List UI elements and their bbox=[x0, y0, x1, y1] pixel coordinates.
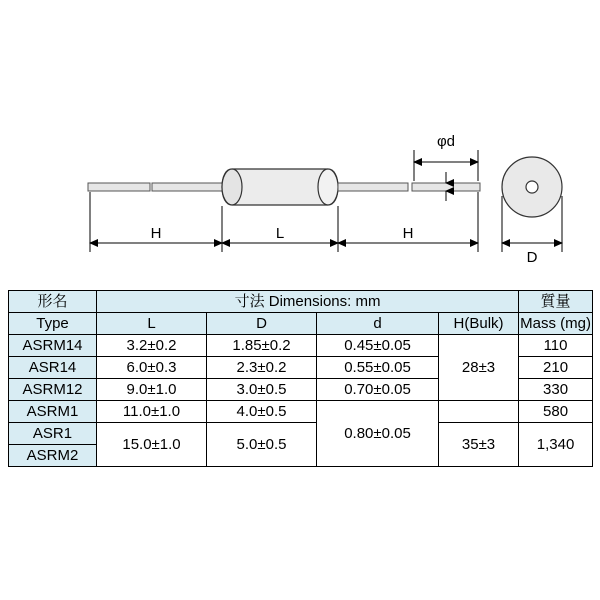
cell-d-small: 0.70±0.05 bbox=[317, 379, 439, 401]
cell-l: 9.0±1.0 bbox=[97, 379, 207, 401]
cell-type: ASR1 bbox=[9, 423, 97, 445]
table-header-row-1 bbox=[9, 291, 593, 313]
component-drawing bbox=[0, 0, 600, 290]
label-h-left: H bbox=[150, 225, 162, 242]
cell-d: 5.0±0.5 bbox=[207, 423, 317, 467]
cell-mass: 580 bbox=[519, 401, 593, 423]
cell-h-empty bbox=[439, 401, 519, 423]
label-h-right: H bbox=[402, 225, 414, 242]
cell-mass: 330 bbox=[519, 379, 593, 401]
cell-d-small: 0.45±0.05 bbox=[317, 335, 439, 357]
cell-d-small: 0.55±0.05 bbox=[317, 357, 439, 379]
table-header-row-2 bbox=[9, 313, 593, 335]
cell-mass: 1,340 bbox=[519, 423, 593, 467]
label-l: L bbox=[275, 225, 285, 242]
cell-h: 35±3 bbox=[439, 423, 519, 467]
cell-h: 28±3 bbox=[439, 335, 519, 401]
cell-d: 1.85±0.2 bbox=[207, 335, 317, 357]
header-col-d-small: d bbox=[317, 313, 439, 335]
cell-mass: 210 bbox=[519, 357, 593, 379]
cell-l: 15.0±1.0 bbox=[97, 423, 207, 467]
label-d-endview: D bbox=[526, 249, 538, 266]
header-mass-jp: 質量 bbox=[519, 291, 593, 313]
cell-l: 11.0±1.0 bbox=[97, 401, 207, 423]
header-col-h: H(Bulk) bbox=[439, 313, 519, 335]
end-view bbox=[502, 157, 562, 252]
cell-mass: 110 bbox=[519, 335, 593, 357]
cell-type: ASRM14 bbox=[9, 335, 97, 357]
cell-d: 3.0±0.5 bbox=[207, 379, 317, 401]
cell-d: 4.0±0.5 bbox=[207, 401, 317, 423]
cell-type: ASRM1 bbox=[9, 401, 97, 423]
table-row bbox=[9, 401, 593, 423]
dimensions-table bbox=[8, 290, 593, 467]
resistor-illustration bbox=[88, 169, 480, 205]
cell-d: 2.3±0.2 bbox=[207, 357, 317, 379]
cell-d-small: 0.80±0.05 bbox=[317, 401, 439, 467]
header-col-l: L bbox=[97, 313, 207, 335]
cell-type: ASRM12 bbox=[9, 379, 97, 401]
header-type-en: Type bbox=[9, 313, 97, 335]
table-row bbox=[9, 335, 593, 357]
header-dimensions: 寸法 Dimensions: mm bbox=[97, 291, 519, 313]
table-row bbox=[9, 423, 593, 445]
header-mass-en: Mass (mg) bbox=[519, 313, 593, 335]
phi-d-dimension bbox=[414, 150, 478, 201]
cell-l: 6.0±0.3 bbox=[97, 357, 207, 379]
header-col-d: D bbox=[207, 313, 317, 335]
cell-type: ASRM2 bbox=[9, 445, 97, 467]
dimensions-table-wrap bbox=[8, 290, 592, 467]
header-type-jp: 形名 bbox=[9, 291, 97, 313]
cell-l: 3.2±0.2 bbox=[97, 335, 207, 357]
cell-type: ASR14 bbox=[9, 357, 97, 379]
label-phi-d: φd bbox=[436, 133, 456, 150]
